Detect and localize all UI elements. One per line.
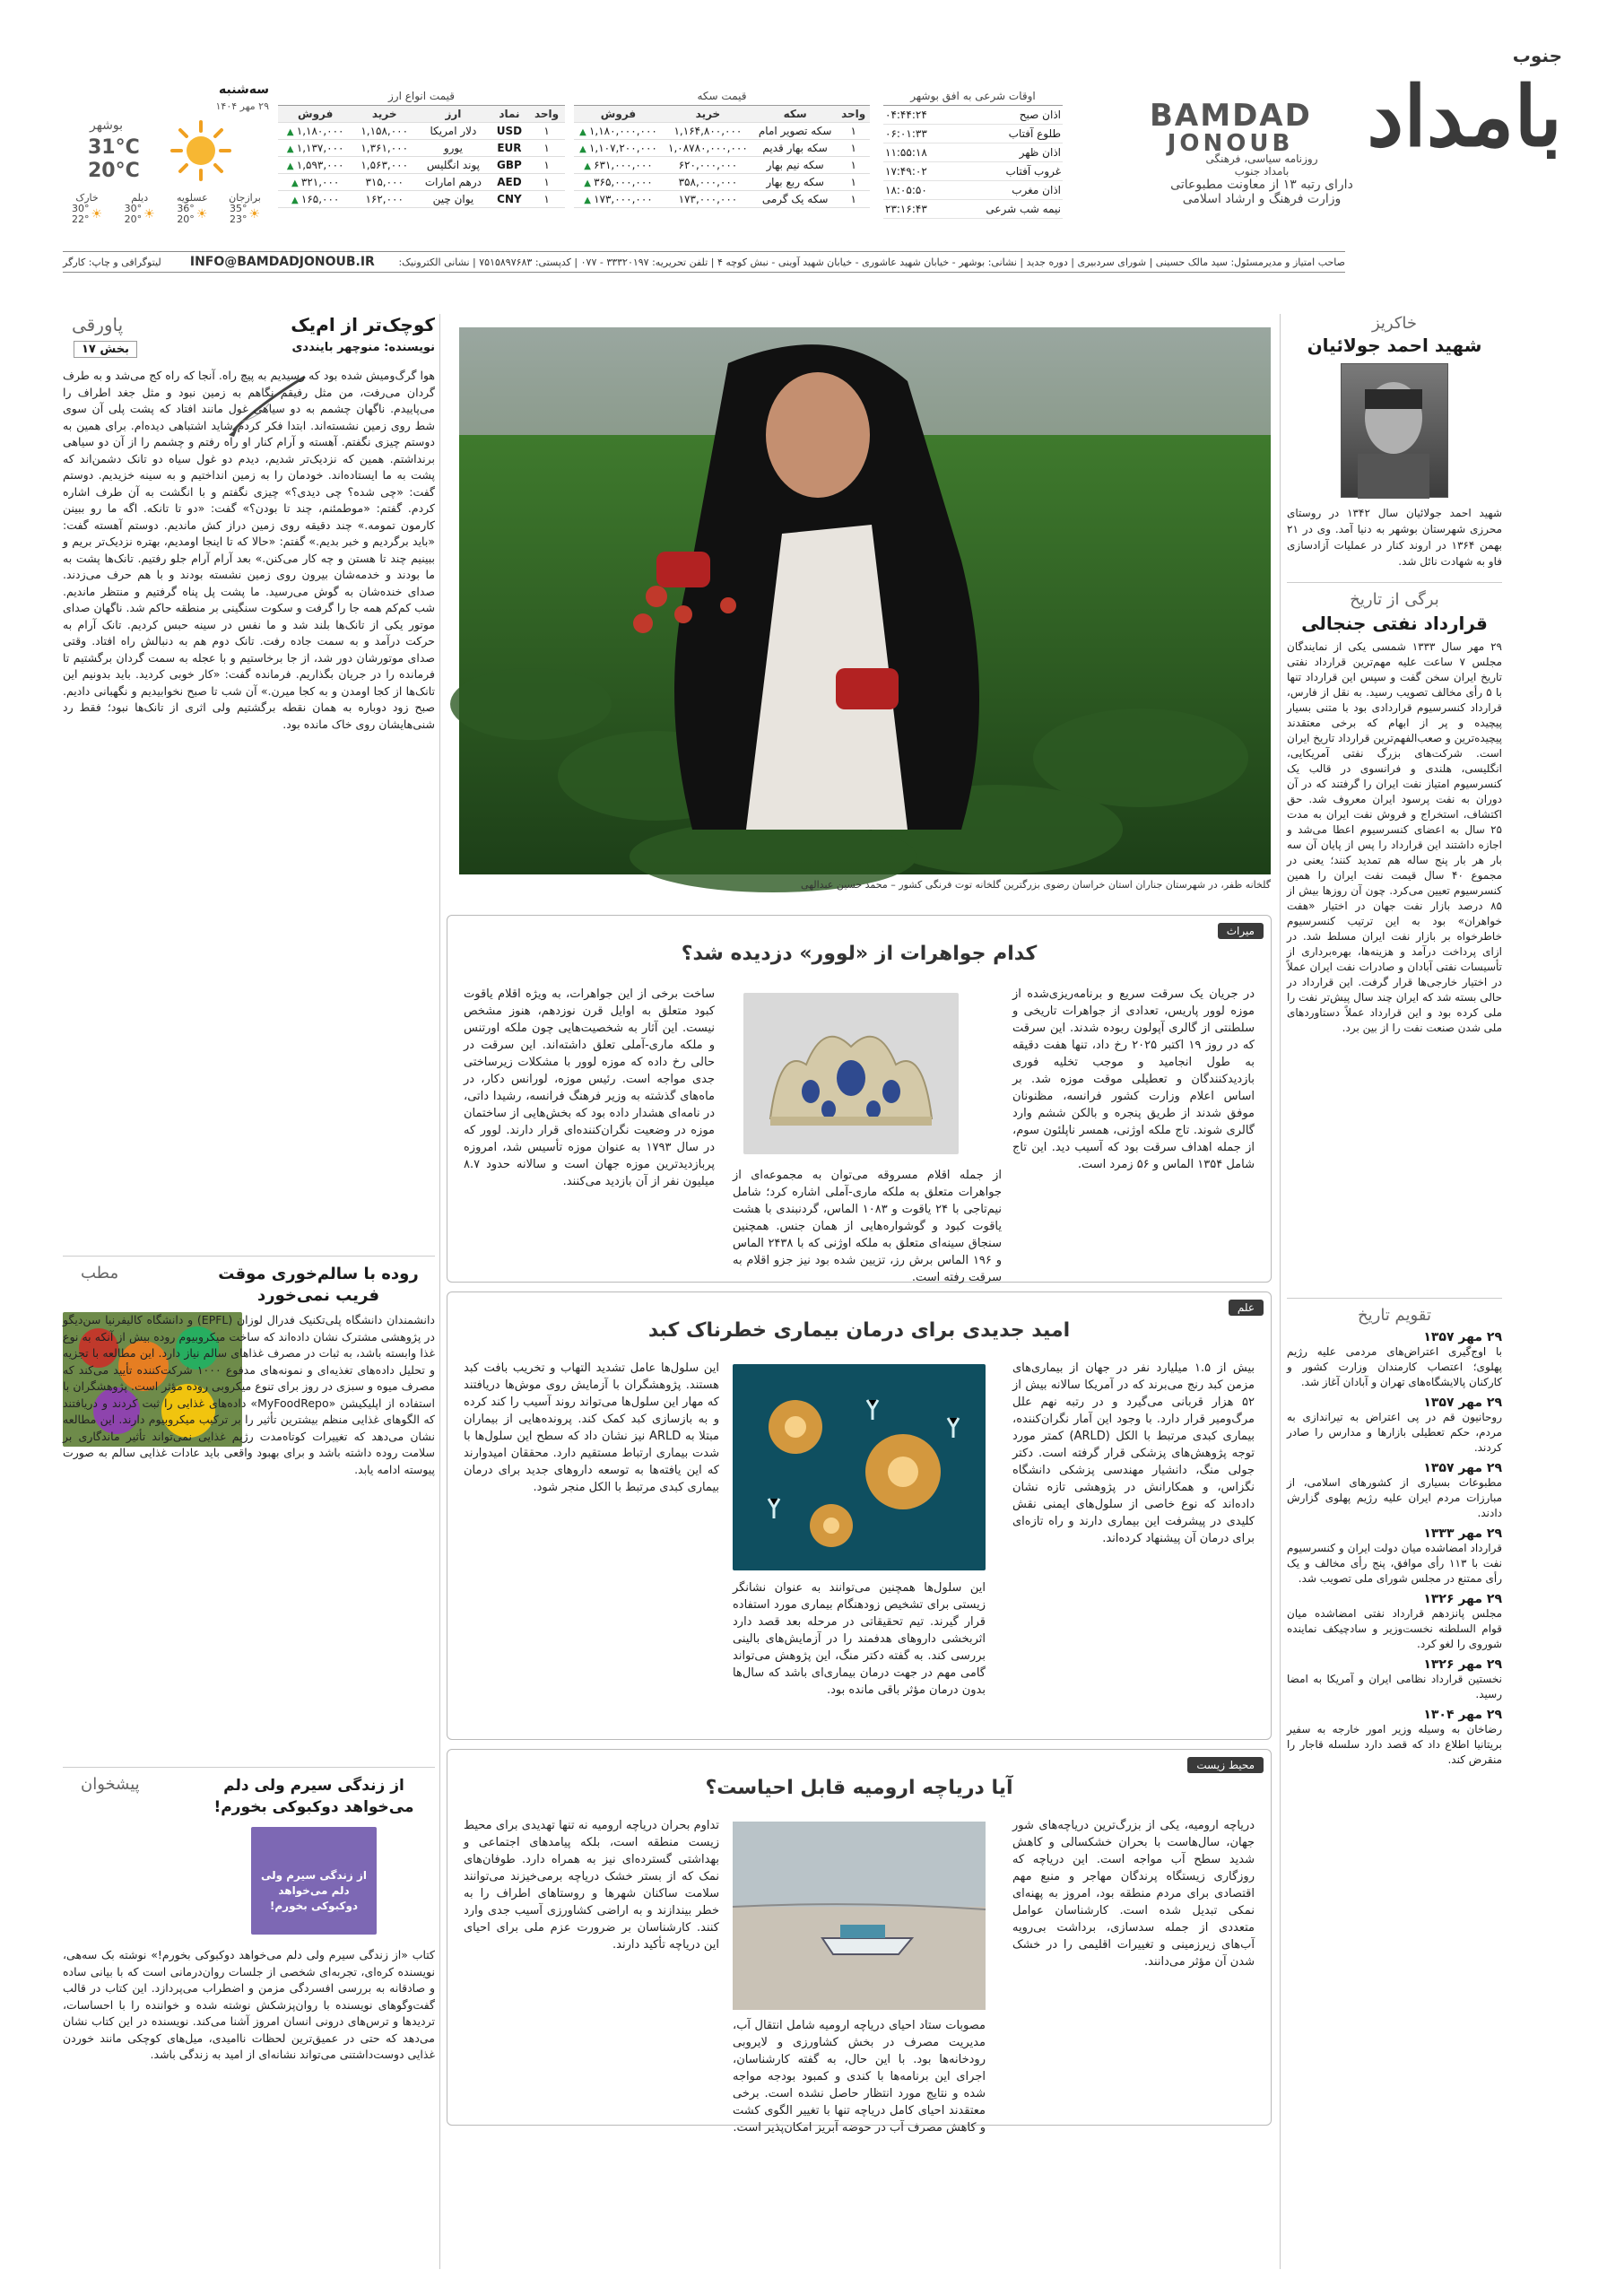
- book-box: [63, 1767, 435, 2278]
- column-rule-right: [1280, 314, 1281, 2269]
- forecast-temps: [116, 204, 164, 225]
- weather-low: 20°C: [88, 160, 140, 182]
- calendar-text: نخستین قرارداد نظامی ایران و آمریکا به امضا رسید.: [1287, 1673, 1502, 1700]
- calendar-item: [1287, 1526, 1502, 1587]
- coin-sell-value: ۱,۱۸۰,۰۰۰,۰۰۰: [588, 125, 657, 137]
- weather-city: بوشهر: [90, 118, 124, 133]
- science-col1: بیش از ۱.۵ میلیارد نفر در جهان از بیماری‌های مزمن کبد رنج می‌برند که در آمریکا سالانه بیش از ۵۲ هزار قربانی می‌گیرد و در رتبه نهم علل مرگ‌ومیر قرار دارد. با وجود این آمار نگران‌کننده، بیماری کبدی مرتبط با الکل (ARLD) کمتر مورد توجه پژوهش‌های پزشکی قرار گرفته است. دکتر جولی منگ، دانشیار مهندسی پزشکی دانشگاه نگزاس، و همکارانش در پژوهشی تازه نشان داده‌اند که نوع خاصی از سلول‌های ایمنی نقش کلیدی در پیشرفت این بیماری دارند و راه تازه‌ای برای درمان آن پیشنهاد کرده‌اند.: [1012, 1361, 1255, 1545]
- calendar-date: ۲۹ مهر ۱۳۳۳: [1423, 1526, 1502, 1541]
- currency-row: [278, 123, 565, 140]
- diet-box: [63, 1256, 435, 1758]
- currency-row: [278, 157, 565, 174]
- calendar-date: ۲۹ مهر ۱۳۰۴: [1423, 1708, 1502, 1722]
- coin-name: سکه بهار قدیم: [753, 140, 837, 157]
- forecast-hilo: [177, 204, 195, 225]
- coin-sell-value: ۱۷۳,۰۰۰,۰۰۰: [594, 193, 653, 205]
- calendar-item: [1287, 1396, 1502, 1456]
- coin-row: [574, 140, 870, 157]
- calendar-text: مجلس پانزدهم قرارداد نفتی امضاشده میان قوام السلطنه نخست‌وزیر و سادچیکف نماینده شوروی را لغو کرد.: [1287, 1607, 1502, 1650]
- currency-unit: ۱: [528, 157, 565, 174]
- currency-sell-value: ۱۶۵,۰۰۰: [300, 193, 340, 205]
- urmia-col1: دریاچه ارومیه، یکی از بزرگ‌ترین دریاچه‌های شور جهان، سال‌هاست با بحران خشکسالی و کاهش شدید سطح آب مواجه است. این دریاچه که روزگاری زیستگاه پرندگان مهاجر و منبع مهم اقتصادی برای مردم منطقه بود، امروز به پهنه‌ای نمکی تبدیل شده است. کارشناسان عوامل متعددی از جمله سدسازی، برداشت بی‌رویه آب‌های زیرزمینی و تغییرات اقلیمی را در خشک شدن آن مؤثر می‌دانند.: [1012, 1819, 1255, 1969]
- currency-buy: ۱,۳۶۱,۰۰۰: [352, 140, 416, 157]
- science-col3: این سلول‌ها همچنین می‌توانند به عنوان نشانگر زیستی برای تشخیص زودهنگام بیماری مورد استفاده قرار گیرند. تیم تحقیقاتی در مرحله بعد قصد دارد اثربخشی داروهای هدفمند را در آزمایش‌های بالینی بررسی کند. به گفته دکتر منگ، این پژوهش می‌تواند گامی مهم در جهت درمان بیماری‌ای باشد که سال‌ها بدون درمان مؤثر باقی مانده بود.: [733, 1581, 986, 1697]
- arrow-up-icon: ▲: [584, 196, 595, 205]
- coin-unit: ۱: [837, 140, 870, 157]
- paverghi-box: [63, 314, 435, 1229]
- coin-unit: ۱: [837, 191, 870, 208]
- arrow-up-icon: ▲: [291, 178, 301, 188]
- forecast-city: خارک: [75, 192, 99, 204]
- science-col2: این سلول‌ها عامل تشدید التهاب و تخریب بافت کبد هستند. پژوهشگران با آزمایش روی موش‌ها دریافتند که مهار این سلول‌ها می‌تواند روند آسیب را کند کرده و به بازسازی کبد کمک کند. پرونده‌هایی از بیماران مبتلا به ARLD نیز نشان داد که سطح این سلول‌ها با شدت بیماری ارتباط مستقیم دارد. محققان امیدوارند که این یافته‌ها به توسعه داروهای جدید برای درمان بیماری کبدی مرتبط با الکل منجر شود.: [464, 1361, 719, 1494]
- coin-buy: ۱,۱۶۴,۸۰۰,۰۰۰: [663, 123, 753, 140]
- paverghi-kicker: پاورقی: [72, 314, 124, 335]
- prayer-time: ۱۷:۴۹:۰۲: [885, 165, 927, 178]
- prayer-times-box: [883, 90, 1063, 231]
- logo-suffix: جنوب: [1512, 45, 1562, 66]
- book-text: کتاب «از زندگی سیرم ولی دلم می‌خواهد دوکبوکی بخورم!» نوشته بک سه‌هی، نویسنده کره‌ای، تجربه‌ای شخصی از جلسات روان‌درمانی است که با بیانی ساده و صادقانه به بررسی افسردگی مزمن و اضطراب می‌پردازد. این کتاب در قالب گفت‌وگوهای نویسنده با روان‌پزشکش نوشته شده و خواننده را با احساسات، تردیدها و ترس‌های درونی انسان امروز آشنا می‌کند. نویسنده در این کتاب نشان می‌دهد که حتی در عمیق‌ترین لحظات ناامیدی، میل‌های کوچکی مانند خوردن غذایی دوست‌داشتنی می‌تواند نشانه‌ای از امید به زندگی باشد.: [63, 1948, 435, 2061]
- currency-code: USD: [491, 123, 528, 140]
- coin-sell: [574, 140, 663, 157]
- currency-sell: [278, 191, 352, 208]
- tagline: [1145, 152, 1378, 206]
- book-cover-text: از زندگی سیرم ولی دلم می‌خواهد دوکبوکی بخورم!: [260, 1869, 368, 1912]
- history-title: قرارداد نفتی جنجالی: [1301, 613, 1488, 634]
- urmia-title: آیا دریاچه ارومیه قابل احیاست؟: [705, 1777, 1013, 1799]
- sun-cloud-icon: ☀: [143, 207, 155, 222]
- science-title: امید جدیدی برای درمان بیماری خطرناک کبد: [647, 1319, 1071, 1342]
- currency-sell: [278, 140, 352, 157]
- forecast-hilo: [72, 204, 90, 225]
- coin-sell-value: ۳۶۵,۰۰۰,۰۰۰: [594, 176, 653, 188]
- arrow-up-icon: ▲: [286, 161, 297, 171]
- forecast-hi: 30°: [124, 203, 143, 214]
- prayer-label: اذان مغرب: [1012, 184, 1061, 196]
- coins-header: خرید: [663, 106, 753, 123]
- louvre-col1: در جریان یک سرقت سریع و برنامه‌ریزی‌شده از موزه لوور پاریس، تعدادی از جواهرات تاریخی و سلطنتی از گالری آپولون ربوده شدند. این سرقت که در روز ۱۹ اکتبر ۲۰۲۵ رخ داد، تنها هفت دقیقه به طول انجامید و موجب تخلیه فوری بازدیدکنندگان و تعطیلی موقت موزه شد. بر اساس اعلام وزارت کشور فرانسه، مظنونان موفق شدند از طریق پنجره و بالکن ششم وارد گالری شوند. تاج ملکه اوژنی، همسر ناپلئون سوم، از جمله اهداف سرقت بود که آسیب دید. این تاج شامل ۱۳۵۴ الماس و ۵۶ زمرد است.: [1012, 987, 1255, 1171]
- forecast-lo: 20°: [124, 213, 143, 225]
- currency-sell: [278, 157, 352, 174]
- forecast-item: [116, 192, 164, 237]
- prayer-time: ۲۳:۱۶:۴۳: [885, 203, 927, 215]
- tagline-3: دارای رتبه ۱۳ از معاونت مطبوعاتی: [1170, 178, 1353, 192]
- logo-latin-1: BAMDAD: [1150, 98, 1312, 134]
- prayer-row: [883, 144, 1063, 162]
- prayer-label: نیمه شب شرعی: [986, 203, 1061, 215]
- currency-buy: ۱۶۲,۰۰۰: [352, 191, 416, 208]
- currency-prices-box: [278, 90, 565, 231]
- science-article: [447, 1292, 1272, 1740]
- currency-header: نماد: [491, 106, 528, 123]
- left-column: [63, 314, 435, 2278]
- forecast-temps: [63, 204, 111, 225]
- arrow-up-icon: ▲: [286, 144, 297, 154]
- prayer-row: [883, 125, 1063, 144]
- sun-cloud-icon: ☀: [91, 207, 103, 222]
- forecast-item: [221, 192, 269, 237]
- logo-latin: [1150, 100, 1311, 156]
- currency-row: [278, 191, 565, 208]
- forecast-row: [63, 192, 269, 237]
- calendar-item: [1287, 1592, 1502, 1652]
- prayer-label: اذان صبح: [1019, 109, 1061, 121]
- logo-wordmark: بامداد: [1367, 68, 1562, 165]
- arrow-up-icon: ▲: [579, 144, 589, 154]
- diet-kicker: مطب: [81, 1264, 119, 1283]
- forecast-hi: 36°: [177, 203, 195, 214]
- urmia-col3: تداوم بحران دریاچه ارومیه نه تنها تهدیدی برای محیط زیست منطقه است، بلکه پیامدهای اجتماعی و بهداشتی گسترده‌ای نیز به همراه دارد. طوفان‌های نمک که از بستر خشک دریاچه برمی‌خیزند می‌توانند سلامت ساکنان شهرها و روستاهای اطراف را به خطر بیندازند و به اراضی کشاورزی آسیب جدی وارد کنند. کارشناسان بر ضرورت عزم ملی برای احیای این دریاچه تأکید دارند.: [464, 1819, 719, 1952]
- currency-sell: [278, 174, 352, 191]
- paverghi-author: نویسنده: منوچهر باینددی: [291, 341, 435, 354]
- calendar-date: ۲۹ مهر ۱۳۵۷: [1423, 1461, 1502, 1475]
- coin-unit: ۱: [837, 174, 870, 191]
- paverghi-part: بخش ۱۷: [74, 341, 137, 358]
- coin-row: [574, 174, 870, 191]
- forecast-city: عسلویه: [177, 192, 208, 204]
- currency-row: [278, 174, 565, 191]
- coin-name: سکه یک گرمی: [753, 191, 837, 208]
- calendar-date: ۲۹ مهر ۱۳۵۷: [1423, 1396, 1502, 1410]
- logo-latin-2: JONOUB: [1167, 130, 1294, 157]
- arrow-up-icon: ▲: [584, 178, 595, 188]
- currency-unit: ۱: [528, 174, 565, 191]
- currency-name: درهم امارات: [416, 174, 491, 191]
- prayer-rows: [883, 106, 1063, 219]
- column-rule-left: [439, 314, 440, 2269]
- coin-unit: ۱: [837, 157, 870, 174]
- diet-title: روده با سالم‌خوری موقت فریب نمی‌خورد: [218, 1265, 419, 1305]
- prayer-row: [883, 181, 1063, 200]
- calendar-title: تقویم تاریخ: [1287, 1298, 1502, 1325]
- louvre-title: کدام جواهرات از «لوور» دزدیده شد؟: [681, 943, 1038, 965]
- masthead: [0, 0, 1607, 251]
- prayer-title: اوقات شرعی به افق بوشهر: [883, 90, 1063, 106]
- currency-header: واحد: [528, 106, 565, 123]
- calendar-item: [1287, 1657, 1502, 1702]
- currency-name: یورو: [416, 140, 491, 157]
- coins-header: سکه: [753, 106, 837, 123]
- forecast-hi: 30°: [72, 203, 90, 214]
- history-kicker: برگی از تاریخ: [1287, 582, 1502, 609]
- forecast-hi: 35°: [229, 203, 248, 214]
- prayer-row: [883, 162, 1063, 181]
- calendar-text: قرارداد امضاشده میان دولت ایران و کنسرسیوم نفت با ۱۱۳ رأی موافق، پنج رأی مخالف و یک رأی ممتنع در مجلس شورای ملی تصویب شد.: [1287, 1542, 1502, 1585]
- calendar-text: روحانیون قم در پی اعتراض به تیراندازی به مردم، حکم تعطیلی بازارها و مدارس را صادر کردند.: [1287, 1411, 1502, 1454]
- weather-date: ۲۹ مهر ۱۴۰۴: [215, 100, 269, 112]
- prayer-time: ۰۶:۰۱:۳۳: [885, 127, 927, 140]
- coin-name: سکه نیم بهار: [753, 157, 837, 174]
- weather-day: سه‌شنبه: [219, 83, 269, 97]
- currency-buy: ۳۱۵,۰۰۰: [352, 174, 416, 191]
- forecast-lo: 22°: [72, 213, 90, 225]
- calendar-item: [1287, 1330, 1502, 1390]
- info-email[interactable]: INFO@BAMDADJONOUB.IR: [189, 255, 375, 269]
- urmia-tag: محیط زیست: [1187, 1757, 1264, 1773]
- currency-sell: [278, 123, 352, 140]
- calendar-text: با اوج‌گیری اعتراض‌های مردمی علیه رژیم پهلوی؛ اعتصاب کارمندان وزارت کشور و کارکنان پالایشگاه‌های تهران و آبادان آغاز شد.: [1287, 1345, 1502, 1388]
- coin-sell: [574, 174, 663, 191]
- coin-buy: ۶۲۰,۰۰۰,۰۰۰: [663, 157, 753, 174]
- forecast-lo: 20°: [177, 213, 195, 225]
- prayer-label: غروب آفتاب: [1005, 165, 1061, 178]
- currency-code: AED: [491, 174, 528, 191]
- currency-header: فروش: [278, 106, 352, 123]
- currency-title: قیمت انواع ارز: [278, 90, 565, 106]
- currency-sell-value: ۱,۵۹۳,۰۰۰: [296, 159, 344, 171]
- calendar-text: مطبوعات بسیاری از کشورهای اسلامی، از مبارزات مردم ایران علیه رژیم پهلوی گزارش دادند.: [1287, 1476, 1502, 1519]
- currency-table: [278, 106, 565, 208]
- prayer-label: اذان ظهر: [1019, 146, 1061, 159]
- currency-sell-value: ۱,۱۸۰,۰۰۰: [296, 125, 344, 137]
- crown-image: [743, 993, 959, 1154]
- calendar-text: رضاخان به وسیله وزیر امور خارجه به سفیر بریتانیا اطلاع داد که قصد دارد سلسله قاجار را منقرض کند.: [1287, 1723, 1502, 1766]
- book-kicker: پیشخوان: [81, 1775, 140, 1794]
- tagline-1: روزنامه سیاسی، فرهنگی: [1205, 152, 1318, 165]
- info-print: لیتوگرافی و چاپ: کارگر: [63, 256, 161, 268]
- forecast-temps: [168, 204, 216, 225]
- prayer-time: ۱۸:۰۵:۵۰: [885, 184, 927, 196]
- coin-sell: [574, 191, 663, 208]
- tagline-2: بامداد جنوب: [1234, 165, 1290, 178]
- lead-photo: [459, 327, 1271, 874]
- arrow-up-icon: ▲: [579, 127, 589, 137]
- coin-buy: ۳۵۸,۰۰۰,۰۰۰: [663, 174, 753, 191]
- currency-header: ارز: [416, 106, 491, 123]
- forecast-temps: [221, 204, 269, 225]
- coin-row: [574, 191, 870, 208]
- book-title: از زندگی سیرم ولی دلم می‌خواهد دوکبوکی بخورم!: [213, 1777, 414, 1816]
- calendar-item: [1287, 1708, 1502, 1768]
- paverghi-text: هوا گرگ‌ومیش شده بود که رسیدیم به پیچ راه. آنجا که راه کج می‌شد و به طرف گردان می‌رفت، من مثل رفیقم نگاهم به زمین نبود و مثل جغد اطراف را می‌پاییدم. ناگهان چشمم به دو سیاهی غول مانند افتاد که پشت پلی آن سوی شط روی زمین نشسته‌اند. ابتدا فکر کردم شاید اشتباهی دیده‌ام. برای همین به دوستم چیزی نگفتم. آهسته و آرام کنار او راه رفتم و چشمم را از آن دو سیاهی برنداشتم. همین که نزدیک‌تر شدیم، دیدم دو غول سیاه دو تانک دشمن‌اند که پشت به ما ایستاده‌اند. خودمان را به زمین انداختیم و به سینه خزیدیم. دوستم گفت: «چی شده؟ چی دیدی؟» چیزی نگفتم و با انگشت به آن طرف اشاره کردم. گفتم: «موطمئنم، چند تا بودن؟» گفت: «دو تا تانکه. اگه ما رو ببینن کارمون تمومه.» چند دقیقه روی زمین دراز کش ماندیم. دوستم آهسته گفت: «باید برگردیم و خبر بدیم.» گفتم: «حالا که تا اینجا اومدیم، بهتره نزدیک‌تر بریم و ببینیم چند تا هستن و چه کار می‌کنن.» بعد آرام آرام جلو رفتیم. تانک‌ها پشت به ما بودند و خدمه‌شان بیرون روی زمین نشسته بودند و با هم حرف می‌زدند. صدای خنده‌شان به گوش می‌رسید. ما پشت پل پناه گرفتیم و منتظر ماندیم. شب کم‌کم همه جا را گرفت و سکوت سنگینی بر منطقه حاکم شد. ناگهان صدای موتور یکی از تانک‌ها بلند شد و ما نفس در سینه حبس کردیم. تانک آرام به حرکت درآمد و به سمت جاده رفت. تانک دوم هم به دنبالش راه افتاد. وقتی صدای موتورشان دور شد، از جا برخاستیم و با عجله به سمت گردان برگشتیم تا فرمانده را در جریان بگذاریم. فرمانده گفت: «کار خوبی کردید. باید بدونیم این تانک‌ها از کجا اومدن و به کجا میرن.» آن شب تا صبح نخوابیدیم و نگهبانی دادیم. صبح زود دوباره به همان نقطه برگشتیم ولی اثری از تانک‌ها نبود؛ فقط رد شنی‌هایشان روی خاک مانده بود.: [63, 369, 435, 731]
- history-text: ۲۹ مهر سال ۱۳۳۳ شمسی یکی از نمایندگان مجلس ۷ ساعت علیه مهم‌ترین قرارداد نفتی تاریخ ایران سخن گفت و سپس این قرارداد تنها با ۵ رأی مخالف تصویب رسید. به نقل از فارس، قرارداد کنسرسیوم قراردادی بود با متنی بسیار پیچیده و پر از ابهام که برخی معتقدند پیچیده‌ترین و صعب‌الفهم‌ترین قرارداد تاریخ ایران است. شرکت‌های بزرگ نفتی آمریکایی، انگلیسی، هلندی و فرانسوی در قالب یک کنسرسیوم امتیاز نفت ایران را گرفتند که در آن دوران به نفت پرسود ایران معروف شد. حق اکتشاف، استخراج و فروش نفت ایران به مدت ۲۵ سال به اعضای کنسرسیوم اعطا می‌شد و اجازه داشتند این قرارداد را پس از پایان آن سه بار هر بار پنج ساله هم تمدید کنند؛ یعنی در مجموع ۴۰ سال قیمت نفت ایران را همین کنسرسیوم تعیین می‌کرد. چون آن روزها بیش از ۸۵ درصد بازار نفت جهان در اختیار «هفت خواهران» بود به این ترتیب کنسرسیوم خاطرخواه بر بازار نفت ایران مسلط شد. در ازای پرداخت درآمد و هزینه‌ها، بهره‌برداری از تأسیسات نفتی آبادان و صادرات نفت ایران عملاً در اختیار خارجی‌ها قرار گرفت. این قرارداد در حالی بسته شد که ایران چند سال پیش‌تر نفت را ملی کرده بود و این قرارداد عملاً دستاوردهای ملی شدن صنعت نفت را از بین برد.: [1287, 640, 1502, 1034]
- louvre-col3: ساخت برخی از این جواهرات، به ویژه اقلام یاقوت کبود متعلق به اوایل قرن نوزدهم، هنوز مشخص نیست. این آثار به شخصیت‌هایی چون ملکه اورتنس و ملکه ماری-آملی تعلق داشته‌اند. این سرقت در حالی رخ داده که موزه لوور با مشکلات زیرساختی جدی مواجه است. رئیس موزه، لورانس دکار، در ماه‌های گذشته به وزیر فرهنگ فرانسه، رشیدا داتی، در نامه‌ای هشدار داده بود که بخش‌هایی از ساختمان موزه در وضعیت نگران‌کننده‌ای قرار دارند. لوور که در سال ۱۷۹۳ به عنوان موزه تأسیس شد، امروزه پربازدیدترین موزه جهان است و سالانه حدود ۸.۷ میلیون نفر از آن بازدید می‌کنند.: [464, 987, 715, 1188]
- prayer-row: [883, 200, 1063, 219]
- currency-unit: ۱: [528, 123, 565, 140]
- arrow-up-icon: ▲: [291, 196, 301, 205]
- coin-sell: [574, 123, 663, 140]
- coins-header: واحد: [837, 106, 870, 123]
- arrow-up-icon: ▲: [286, 127, 297, 137]
- currency-name: دلار امریکا: [416, 123, 491, 140]
- khakriz-text: شهید احمد جولائیان سال ۱۳۴۲ در روستای محرزی شهرستان بوشهر به دنیا آمد. وی در ۲۱ بهمن ۱۳۶۴ در اروند کنار در عملیات آزادسازی فاو به شهادت نائل شد.: [1287, 507, 1502, 568]
- louvre-col2: از جمله اقلام مسروقه می‌توان به مجموعه‌ای از جواهرات متعلق به ملکه ماری-آملی اشاره کرد؛ شامل نیم‌تاجی با ۲۴ یاقوت و ۱۰۸۳ الماس، گردنبندی با هشت یاقوت کبود و گوشواره‌هایی از همان جنس. همچنین سنجاق سینه‌ای متعلق به ملکه اوژنی که با ۲۴۳۸ الماس و ۱۹۶ الماس برش رز، تزیین شده بود نیز جزو اقلام به سرقت رفته است.: [733, 1169, 1002, 1284]
- louvre-tag: میراث: [1218, 923, 1264, 939]
- forecast-lo: 23°: [229, 213, 248, 225]
- forecast-item: [63, 192, 111, 237]
- khakriz-name: شهید احمد جولائیان: [1307, 335, 1482, 356]
- forecast-hilo: [230, 204, 248, 225]
- calendar-date: ۲۹ مهر ۱۳۵۷: [1423, 1330, 1502, 1344]
- calendar-date: ۲۹ مهر ۱۳۲۶: [1423, 1657, 1502, 1672]
- coin-unit: ۱: [837, 123, 870, 140]
- paverghi-title: کوچک‌تر از ام‌یک: [291, 314, 435, 335]
- coin-row: [574, 157, 870, 174]
- coin-name: سکه تصویر امام: [753, 123, 837, 140]
- info-strip: [63, 251, 1345, 273]
- forecast-item: [168, 192, 216, 237]
- diet-text: دانشمندان دانشگاه پلی‌تکنیک فدرال لوزان (EPFL) و دانشگاه کالیفرنیا سن‌دیگو در پژوهشی مشترک نشان داده‌اند که ساخت میکروبیوم روده بیش از آنکه به نوع غذا وابسته باشد، به ثبات در مصرف غذاهای سالم نیاز دارد. این مطالعه با تجزیه و تحلیل داده‌های تغذیه‌ای و نمونه‌های مدفوع ۱۰۰۰ شرکت‌کننده تأیید می‌کند که مصرف میوه و سبزی در روز برای تنوع میکروبی روده مؤثر است. پژوهشگران با استفاده از اپلیکیشن «MyFoodRepo» داده‌های غذایی را ثبت کردند و دریافتند که الگوهای غذایی منظم بیشترین تأثیر را بر ترکیب میکروبیوم دارند. این مطالعه نشان می‌دهد که تغییرات کوتاه‌مدت رژیم غذایی نمی‌تواند تأثیر ماندگاری بر سلامت روده داشته باشد و برای بهبود واقعی باید عادات غذایی سالم به صورت پیوسته ادامه یابد.: [63, 1313, 435, 1476]
- calendar-list: [1287, 1330, 1502, 1768]
- martyr-portrait: [1341, 363, 1448, 498]
- currency-sell-value: ۳۲۱,۰۰۰: [300, 176, 340, 188]
- currency-code: EUR: [491, 140, 528, 157]
- currency-name: یوان چین: [416, 191, 491, 208]
- photo-caption: گلخانه ظفر، در شهرستان جناران استان خراسان رضوی بزرگترین گلخانه توت فرنگی کشور – محمد حسین عبدالهی: [801, 879, 1271, 891]
- info-text: صاحب امتیاز و مدیرمسئول: سید مالک حسینی | شورای سردبیری | دوره جدید | نشانی: بوشهر - خیابان شهید عاشوری - خیابان شهید آوینی - نبش کوچه ۴ | تلفن تحریریه: ۳۳۳۲۰۱۹۷ - ۰۷۷ | کدپستی: ۷۵۱۵۸۹۷۶۸۳ | نشانی الکترونیک:: [398, 256, 1345, 268]
- currency-row: [278, 140, 565, 157]
- khakriz-kicker: خاکریز: [1371, 314, 1418, 333]
- prayer-time: ۱۱:۵۵:۱۸: [885, 146, 927, 159]
- forecast-city: دیلم: [131, 192, 149, 204]
- coins-header: فروش: [574, 106, 663, 123]
- sun-cloud-icon: ☀: [248, 207, 261, 222]
- currency-name: پوند انگلیس: [416, 157, 491, 174]
- prayer-row: [883, 106, 1063, 125]
- science-tag: علم: [1229, 1300, 1264, 1316]
- currency-buy: ۱,۱۵۸,۰۰۰: [352, 123, 416, 140]
- urmia-article: [447, 1749, 1272, 2135]
- forecast-hilo: [125, 204, 143, 225]
- book-cover: [251, 1827, 377, 1935]
- coin-buy: ۱,۰۸۷۸۰,۰۰۰,۰۰۰: [663, 140, 753, 157]
- currency-code: CNY: [491, 191, 528, 208]
- coin-sell-value: ۶۳۱,۰۰۰,۰۰۰: [594, 159, 653, 171]
- coin-name: سکه ربع بهار: [753, 174, 837, 191]
- right-column: [1287, 314, 1502, 2278]
- calendar-item: [1287, 1461, 1502, 1521]
- prayer-label: طلوع آفتاب: [1008, 127, 1061, 140]
- lake-photo: [733, 1822, 986, 2010]
- tagline-4: وزارت فرهنگ و ارشاد اسلامی: [1182, 192, 1342, 206]
- arrow-up-icon: ▲: [584, 161, 595, 171]
- currency-buy: ۱,۵۶۳,۰۰۰: [352, 157, 416, 174]
- sun-cloud-icon: ☀: [195, 207, 208, 222]
- cells-illustration: [733, 1364, 986, 1570]
- coin-sell-value: ۱,۱۰۷,۲۰۰,۰۰۰: [588, 142, 657, 154]
- coins-title: قیمت سکه: [574, 90, 870, 106]
- logo-block: [1367, 45, 1562, 242]
- louvre-article: [447, 915, 1272, 1283]
- forecast-city: برازجان: [229, 192, 261, 204]
- sun-icon: [169, 118, 233, 183]
- currency-code: GBP: [491, 157, 528, 174]
- currency-sell-value: ۱,۱۳۷,۰۰۰: [296, 142, 344, 154]
- weather-box: [63, 83, 269, 237]
- currency-unit: ۱: [528, 191, 565, 208]
- coin-row: [574, 123, 870, 140]
- coins-table: [574, 106, 870, 208]
- prayer-time: ۰۴:۴۴:۲۴: [885, 109, 927, 121]
- urmia-col2: مصوبات ستاد احیای دریاچه ارومیه شامل انتقال آب، مدیریت مصرف در بخش کشاورزی و لایروبی رودخانه‌ها بود. با این حال، به گفته کارشناسان، اجرای این برنامه‌ها با کندی و کمبود بودجه مواجه شده و نتایج مورد انتظار حاصل نشده است. برخی معتقدند احیای کامل دریاچه تنها با تغییر الگوی کشت و کاهش مصرف آب در حوضه آبریز امکان‌پذیر است.: [733, 2019, 986, 2135]
- currency-unit: ۱: [528, 140, 565, 157]
- coin-prices-box: [574, 90, 870, 231]
- coin-sell: [574, 157, 663, 174]
- calendar-date: ۲۹ مهر ۱۳۲۶: [1423, 1592, 1502, 1606]
- coin-buy: ۱۷۳,۰۰۰,۰۰۰: [663, 191, 753, 208]
- currency-header: خرید: [352, 106, 416, 123]
- weather-high: 31°C: [88, 136, 140, 159]
